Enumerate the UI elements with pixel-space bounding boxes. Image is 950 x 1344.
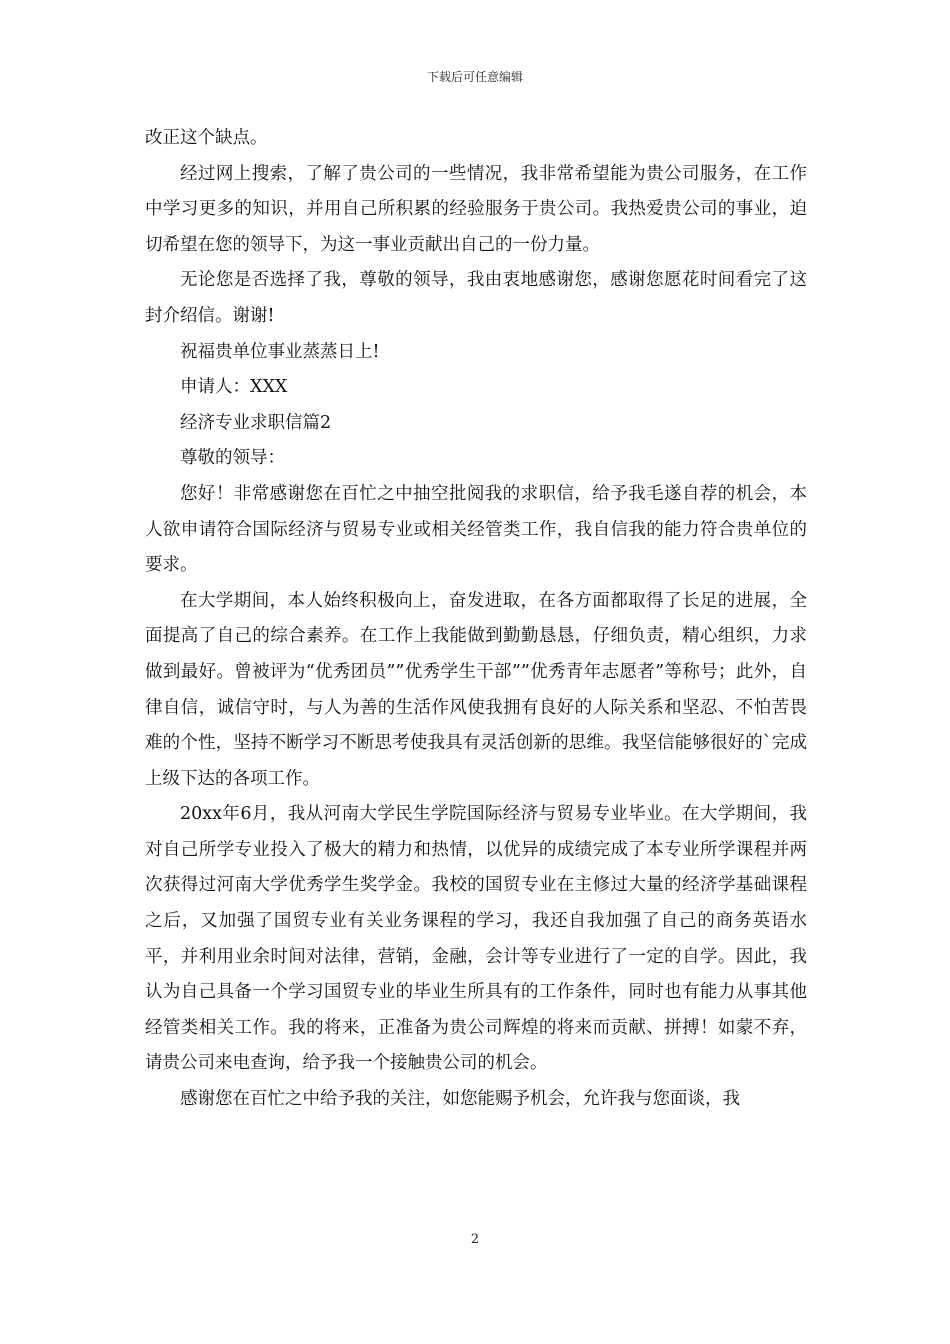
paragraph-thanks: 无论您是否选择了我，尊敬的领导，我由衷地感谢您，感谢您愿花时间看完了这封介绍信。谢谢! xyxy=(145,270,807,326)
document-body xyxy=(145,121,807,1118)
page-number: 2 xyxy=(470,1232,480,1247)
section-title: 经济专业求职信篇2 xyxy=(180,412,332,433)
page-header: 下载后可任意编辑 xyxy=(426,70,523,84)
paragraph-closing: 感谢您在百忙之中给予我的关注，如您能赐予机会，允许我与您面谈，我 xyxy=(180,1089,740,1110)
paragraph-university: 在大学期间，本人始终积极向上，奋发进取，在各方面都取得了长足的进展，全面提高了自己的综合素养。在工作上我能做到勤勤恳恳，仔细负责，精心组织，力求做到最好。曾被评为“优秀团员””优秀学生干部””优秀青年志愿者”等称号；此外，自律自信，诚信守时，与人为善的生活作风使我拥有良好的人际关系和坚忍、不怕苦畏难的个性，坚持不断学习不断思考使我具有灵活创新的思维。我坚信能够很好的`完成上级下达的各项工作。 xyxy=(145,590,807,789)
applicant-line: 申请人：XXX xyxy=(180,377,288,398)
salutation: 尊敬的领导： xyxy=(180,448,285,469)
paragraph-continued: 改正这个缺点。 xyxy=(145,128,268,148)
paragraph-greeting: 您好！非常感谢您在百忙之中抽空批阅我的求职信，给予我毛遂自荐的机会，本人欲申请符合国际经济与贸易专业或相关经管类工作，我自信我的能力符合贵单位的要求。 xyxy=(145,483,807,576)
paragraph-graduation: 20xx年6月，我从河南大学民生学院国际经济与贸易专业毕业。在大学期间，我对自己所学专业投入了极大的精力和热情，以优异的成绩完成了本专业所学课程并两次获得过河南大学优秀学生奖学金。我校的国贸专业在主修过大量的经济学基础课程之后，又加强了国贸专业有关业务课程的学习，我还自我加强了自己的商务英语水平，并利用业余时间对法律，营销，金融，会计等专业进行了一定的自学。因此，我认为自己具备一个学习国贸专业的毕业生所具有的工作条件，同时也有能力从事其他经管类相关工作。我的将来，正准备为贵公司辉煌的将来而贡献、拼搏！如蒙不弃，请贵公司来电查询，给予我一个接触贵公司的机会。 xyxy=(145,804,807,1074)
paragraph-interest: 经过网上搜索，了解了贵公司的一些情况，我非常希望能为贵公司服务，在工作中学习更多的知识，并用自己所积累的经验服务于贵公司。我热爱贵公司的事业，迫切希望在您的领导下，为这一事业贡献出自己的一份力量。 xyxy=(145,163,807,255)
closing-wish: 祝福贵单位事业蒸蒸日上! xyxy=(180,341,380,362)
